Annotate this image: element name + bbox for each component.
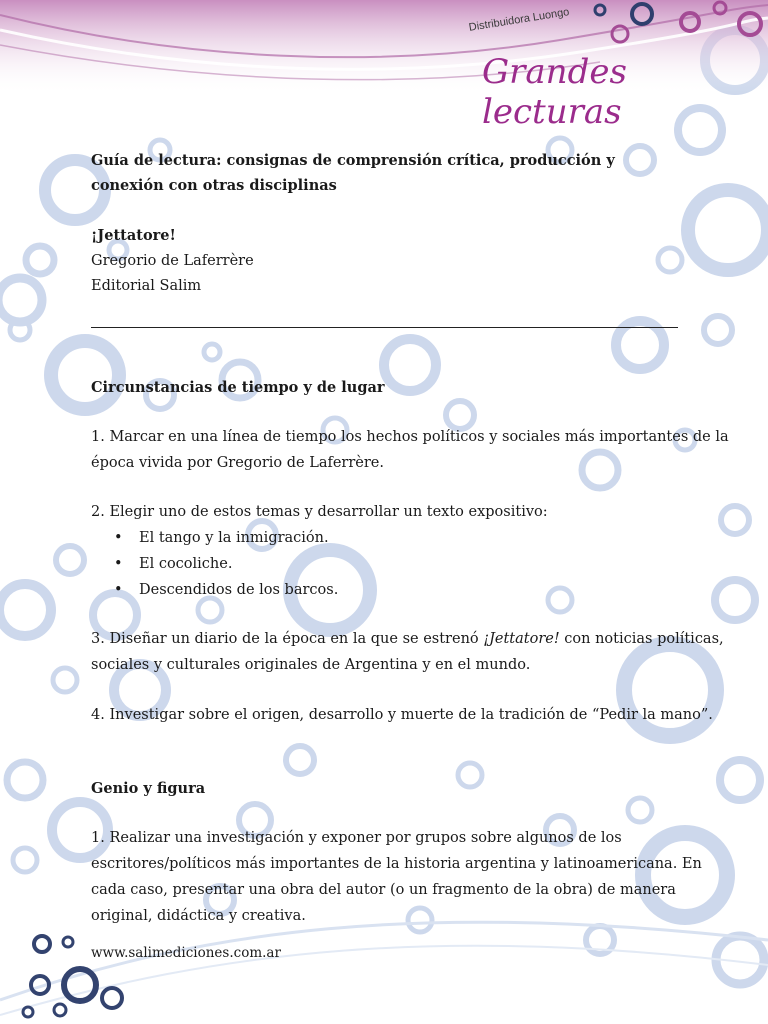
horizontal-rule xyxy=(91,327,678,328)
section2-item1-line4: original, didáctica y creativa. xyxy=(91,908,306,924)
section1-item2-intro: 2. Elegir uno de estos temas y desarrollar un texto expositivo: xyxy=(91,504,548,520)
guide-title-line1: Guía de lectura: consignas de comprensión crítica, producción y xyxy=(91,152,615,169)
footer-url: www.salimediciones.com.ar xyxy=(91,945,281,961)
distributor-label: Distribuidora Luongo xyxy=(468,6,571,34)
section1-heading: Circunstancias de tiempo y de lugar xyxy=(91,379,385,396)
section1-item1-line2: época vivida por Gregorio de Laferrère. xyxy=(91,455,384,471)
brand-title: Grandes lecturas xyxy=(482,52,627,132)
bullet-marker: • xyxy=(114,582,123,598)
section1-item4: 4. Investigar sobre el origen, desarrollo y muerte de la tradición de “Pedir la mano”. xyxy=(91,707,713,723)
bullet-item: El cocoliche. xyxy=(139,556,233,572)
section1-item3-line2: sociales y culturales originales de Argentina y en el mundo. xyxy=(91,657,531,673)
section1-item1-line1: 1. Marcar en una línea de tiempo los hechos políticos y sociales más importantes de la xyxy=(91,429,729,445)
bullet-item: Descendidos de los barcos. xyxy=(139,582,339,598)
bullet-marker: • xyxy=(114,556,123,572)
book-publisher: Editorial Salim xyxy=(91,278,202,294)
book-title: ¡Jettatore! xyxy=(91,227,176,244)
book-author: Gregorio de Laferrère xyxy=(91,253,254,269)
section2-item1-line2: escritores/políticos más importantes de la historia argentina y latinoamericana. En xyxy=(91,856,702,872)
guide-title-line2: conexión con otras disciplinas xyxy=(91,177,337,194)
bullet-item: El tango y la inmigración. xyxy=(139,530,329,546)
section2-heading: Genio y figura xyxy=(91,780,206,797)
bullet-marker: • xyxy=(114,530,123,546)
section2-item1-line3: cada caso, presentar una obra del autor (o un fragmento de la obra) de manera xyxy=(91,882,676,898)
item3-text-post: con noticias políticas, xyxy=(559,631,724,647)
section2-item1-line1: 1. Realizar una investigación y exponer por grupos sobre algunos de los xyxy=(91,830,622,846)
item3-text-pre: 3. Diseñar un diario de la época en la que se estrenó xyxy=(91,631,484,647)
section1-item3-line1 xyxy=(91,626,724,652)
item3-book-title: ¡Jettatore! xyxy=(483,631,560,647)
